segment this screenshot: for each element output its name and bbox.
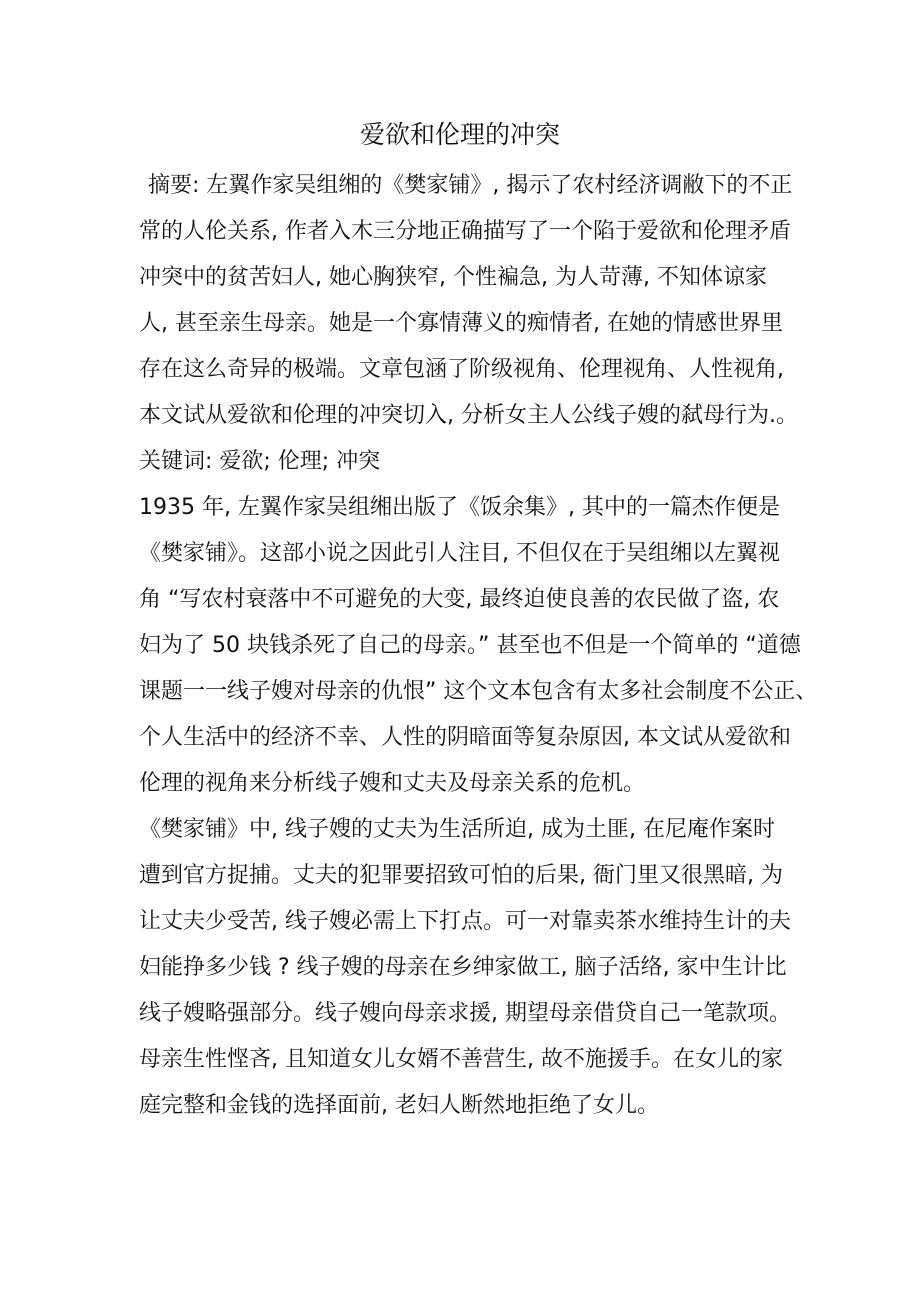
body-line-3: 角 “写农村衰落中不可避免的大变, 最终迫使良善的农民做了盗, 农	[139, 587, 780, 612]
abstract-line-4: 人, 甚至亲生母亲。她是一个寡情薄义的痴情者, 在她的情感世界里	[139, 311, 783, 336]
body-line-12: 线子嫂略强部分。线子嫂向母亲求援, 期望母亲借贷自己一笔款项。	[139, 1001, 791, 1026]
abstract-line-2: 常的人伦关系, 作者入木三分地正确描写了一个陷于爱欲和伦理矛盾	[139, 219, 791, 244]
abstract-line-3: 冲突中的贫苦妇人, 她心胸狭窄, 个性褊急, 为人苛薄, 不知体谅家	[139, 265, 767, 290]
body-line-1: 1935 年, 左翼作家吴组缃出版了《饭余集》, 其中的一篇杰作便是	[139, 495, 780, 520]
body-line-10: 让丈夫少受苦, 线子嫂必需上下打点。可一对靠卖茶水维持生计的夫	[139, 909, 791, 934]
abstract-line-6: 本文试从爱欲和伦理的冲突切入, 分析女主人公线子嫂的弑母行为.。	[139, 403, 798, 428]
body-line-8: 《樊家铺》中, 线子嫂的丈夫为生活所迫, 成为土匪, 在尼庵作案时	[139, 817, 775, 842]
body-line-4: 妇为了 50 块钱杀死了自己的母亲。” 甚至也不但是一个简单的 “道德	[139, 633, 801, 658]
body-line-5: 课题一一线子嫂对母亲的仇恨” 这个文本包含有太多社会制度不公正、	[139, 679, 818, 704]
body-line-6: 个人生活中的经济不幸、人性的阴暗面等复杂原因, 本文试从爱欲和	[139, 725, 791, 750]
body-line-13: 母亲生性悭吝, 且知道女儿女婿不善营生, 故不施援手。在女儿的家	[139, 1047, 783, 1072]
body-line-9: 遭到官方捉捕。丈夫的犯罪要招致可怕的后果, 衙门里又很黑暗, 为	[139, 863, 783, 888]
body-line-14: 庭完整和金钱的选择面前, 老妇人断然地拒绝了女儿。	[139, 1093, 659, 1118]
body-line-2: 《樊家铺》。这部小说之因此引人注目, 不但仅在于吴组缃以左翼视	[139, 541, 780, 566]
body-line-7: 伦理的视角来分析线子嫂和丈夫及母亲关系的危机。	[139, 771, 646, 796]
abstract-line-1: 摘要: 左翼作家吴组缃的《樊家铺》, 揭示了农村经济调敝下的不正	[148, 173, 793, 198]
keywords-line: 关键词: 爱欲; 伦理; 冲突	[139, 449, 381, 474]
document-title: 爱欲和伦理的冲突	[359, 120, 560, 149]
body-line-11: 妇能挣多少钱 ? 线子嫂的母亲在乡绅家做工, 脑子活络, 家中生计比	[139, 955, 787, 980]
abstract-line-5: 存在这么奇异的极端。文章包涵了阶级视角、伦理视角、人性视角,	[139, 357, 784, 382]
